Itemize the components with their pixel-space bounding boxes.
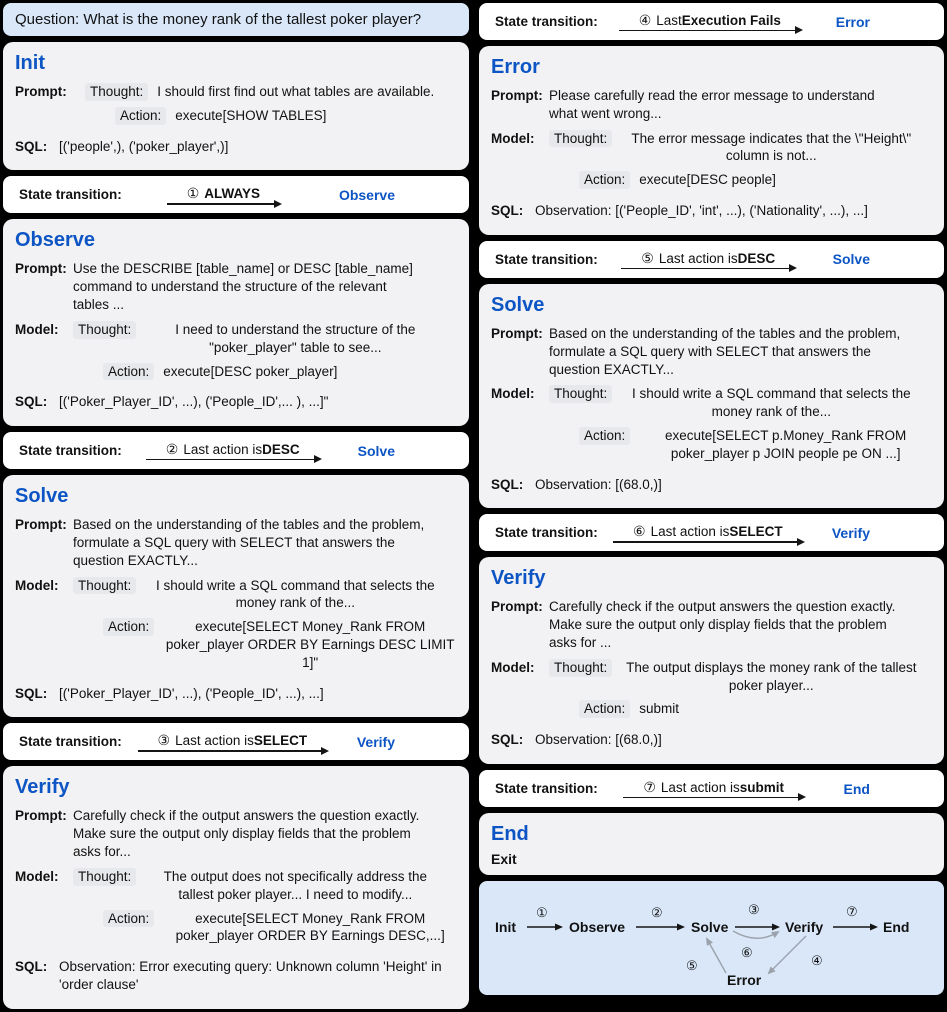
state-transition-7 xyxy=(479,770,944,807)
prompt-row xyxy=(491,325,932,378)
diagram-number-1: ① xyxy=(536,905,548,921)
action-label: Action: xyxy=(579,427,630,445)
transition-arrow-group xyxy=(146,441,320,461)
prompt-label: Prompt: xyxy=(15,84,67,99)
action-row xyxy=(115,107,434,125)
transition-arrow-group xyxy=(167,185,280,205)
prompt-text: Based on the understanding of the tables and the problem, formulate a SQL query with SELECT that answers the question EXACTLY... xyxy=(73,517,425,568)
prompt-label: Prompt: xyxy=(491,325,543,341)
prompt-row xyxy=(15,260,457,313)
action-label: Action: xyxy=(115,107,166,125)
state-machine-svg xyxy=(479,881,940,995)
sql-row xyxy=(15,138,457,156)
state-transition-label: State transition: xyxy=(495,525,598,541)
condition-keyword: DESC xyxy=(737,250,776,266)
thought-label: Thought: xyxy=(73,577,136,595)
sql-label: SQL: xyxy=(15,685,48,701)
thought-label: Thought: xyxy=(73,868,136,886)
action-text: execute[DESC people] xyxy=(639,172,776,188)
state-transition-label: State transition: xyxy=(495,14,598,29)
sql-text: [('Poker_Player_ID', ...), ('People_ID',... ), ...]" xyxy=(59,394,329,410)
diagram-node-verify: Verify xyxy=(785,919,824,936)
diagram-number-2: ② xyxy=(651,905,663,921)
transition-condition xyxy=(623,779,804,797)
action-text: submit xyxy=(639,701,680,717)
action-text: execute[SELECT p.Money_Rank FROM poker_player p JOIN people pe ON ...] xyxy=(664,427,907,461)
model-row xyxy=(15,321,457,386)
action-row xyxy=(103,363,445,381)
card-title-solve: Solve xyxy=(491,293,545,316)
card-solve-right xyxy=(479,284,944,509)
circled-number: ⑥ xyxy=(633,523,646,540)
model-row xyxy=(491,659,932,724)
model-row xyxy=(15,577,457,678)
thought-row xyxy=(549,659,921,695)
circled-number: ③ xyxy=(157,732,171,749)
thought-label: Thought: xyxy=(85,83,148,101)
action-label: Action: xyxy=(579,700,630,718)
model-label: Model: xyxy=(15,577,59,593)
transition-target-state: End xyxy=(843,780,870,797)
model-block xyxy=(73,577,457,678)
card-end xyxy=(479,813,944,875)
arrow-right-icon xyxy=(146,459,320,461)
transition-arrow-group xyxy=(623,779,804,799)
diagram-number-6: ⑥ xyxy=(741,945,753,961)
model-row xyxy=(15,868,457,951)
prompt-row xyxy=(15,83,457,131)
action-row xyxy=(103,618,457,671)
sql-row xyxy=(15,958,457,994)
condition-text: Last action is xyxy=(183,441,263,457)
transition-condition xyxy=(167,185,280,203)
transition-arrow-group xyxy=(138,732,328,752)
action-row xyxy=(579,700,921,718)
diagram-number-4: ④ xyxy=(811,953,823,969)
card-title-init: Init xyxy=(15,52,45,74)
sql-text: Observation: [(68.0,)] xyxy=(535,732,662,748)
card-title-verify: Verify xyxy=(491,567,546,590)
state-transition-label: State transition: xyxy=(19,443,122,459)
model-row xyxy=(491,385,932,468)
action-label: Action: xyxy=(103,363,154,381)
sql-row xyxy=(15,393,457,411)
card-init xyxy=(3,42,469,170)
circled-number: ② xyxy=(165,440,179,457)
model-label: Model: xyxy=(15,321,59,337)
diagram-number-5: ⑤ xyxy=(686,958,698,974)
thought-row xyxy=(73,577,457,613)
thought-text: The output does not specifically address the tallest poker player... I need to modify... xyxy=(163,868,427,902)
action-row xyxy=(579,171,921,189)
thought-text: The error message indicates that the \"Height\" column is not... xyxy=(631,130,912,164)
diagram-node-init: Init xyxy=(495,919,516,936)
thought-row xyxy=(73,868,457,904)
transition-target-state: Solve xyxy=(357,442,395,459)
model-block xyxy=(73,321,445,386)
action-row xyxy=(103,910,457,946)
prompt-row xyxy=(15,807,457,860)
thought-row xyxy=(549,130,921,166)
sql-row xyxy=(491,202,932,220)
circled-number: ① xyxy=(186,185,200,202)
model-label: Model: xyxy=(491,130,535,146)
state-transition-5 xyxy=(479,241,944,278)
model-block xyxy=(549,659,921,724)
prompt-text: Based on the understanding of the tables and the problem, formulate a SQL query with SELECT that answers the question EXACTLY... xyxy=(549,325,901,377)
exit-label: Exit xyxy=(491,851,517,868)
prompt-row xyxy=(491,598,932,651)
arrow-right-icon xyxy=(623,797,804,799)
thought-label: Thought: xyxy=(73,321,136,339)
model-block xyxy=(73,868,457,951)
state-transition-label: State transition: xyxy=(495,251,598,267)
state-transition-1 xyxy=(3,176,469,213)
diagram-node-solve: Solve xyxy=(691,919,729,936)
prompt-text: Use the DESCRIBE [table_name] or DESC [table_name] command to understand the structure of the relevant tables ... xyxy=(73,261,413,313)
thought-text: I need to understand the structure of the "poker_player" table to see... xyxy=(175,321,416,355)
state-transition-label: State transition: xyxy=(19,187,122,203)
diagram-node-error: Error xyxy=(727,972,762,989)
condition-text: Last xyxy=(656,12,682,28)
action-text: execute[DESC poker_player] xyxy=(163,363,338,379)
sql-row xyxy=(491,731,932,749)
sql-label: SQL: xyxy=(491,203,524,219)
transition-condition xyxy=(619,12,801,30)
diagram-number-7: ⑦ xyxy=(846,904,858,920)
state-transition-label: State transition: xyxy=(19,734,122,750)
sql-label: SQL: xyxy=(491,476,524,492)
arrow-error-solve xyxy=(707,939,726,973)
prompt-row xyxy=(491,87,932,123)
condition-keyword: SELECT xyxy=(253,733,308,749)
prompt-label: Prompt: xyxy=(15,808,67,824)
arrow-right-icon xyxy=(138,750,328,752)
condition-keyword: Execution Fails xyxy=(681,12,781,28)
prompt-row xyxy=(15,516,457,569)
circled-number: ⑦ xyxy=(643,778,656,795)
thought-row xyxy=(73,321,445,357)
state-machine-diagram xyxy=(479,881,944,995)
state-transition-2 xyxy=(3,432,469,469)
arrow-solve-verify-2 xyxy=(733,931,778,938)
thought-label: Thought: xyxy=(549,130,612,148)
model-row xyxy=(491,130,932,195)
action-label: Action: xyxy=(103,618,154,636)
card-solve-left xyxy=(3,475,469,717)
transition-middle xyxy=(598,779,830,799)
card-verify-left xyxy=(3,766,469,1008)
condition-keyword: DESC xyxy=(262,441,300,457)
model-block xyxy=(549,385,932,468)
prompt-label: Prompt: xyxy=(15,517,67,533)
prompt-text: Carefully check if the output answers the question exactly. Make sure the output only display fields that the problem asks for ... xyxy=(549,599,896,650)
prompt-text: Please carefully read the error message to understand what went wrong... xyxy=(549,88,875,121)
prompt-label: Prompt: xyxy=(491,88,543,103)
state-transition-3 xyxy=(3,723,469,760)
card-title-error: Error xyxy=(491,56,540,78)
transition-middle xyxy=(598,523,818,543)
thought-text: I should write a SQL command that selects the money rank of the... xyxy=(155,577,435,611)
state-transition-4 xyxy=(479,3,944,40)
sql-label: SQL: xyxy=(491,732,524,748)
state-transition-label: State transition: xyxy=(495,781,598,797)
thought-label: Thought: xyxy=(549,385,612,403)
transition-target-state: Verify xyxy=(831,524,870,541)
sql-label: SQL: xyxy=(15,138,48,154)
transition-target-state: Verify xyxy=(356,733,395,750)
left-column xyxy=(3,3,469,1009)
prompt-label: Prompt: xyxy=(15,261,67,277)
condition-text: Last action is xyxy=(175,733,254,749)
sql-text: Observation: Error executing query: Unknown column 'Height' in 'order clause' xyxy=(59,959,442,992)
circled-number: ⑤ xyxy=(641,249,654,266)
action-label: Action: xyxy=(579,171,630,189)
model-label: Model: xyxy=(491,386,535,402)
card-title-verify: Verify xyxy=(15,776,70,799)
card-title-observe: Observe xyxy=(15,229,96,252)
transition-middle xyxy=(122,732,343,752)
question-bar xyxy=(3,3,469,36)
transition-condition xyxy=(138,732,328,750)
arrow-right-icon xyxy=(167,203,280,205)
transition-arrow-group xyxy=(613,523,803,543)
condition-text: Last action is xyxy=(658,250,738,266)
sql-text: [('people',), ('poker_player',)] xyxy=(59,138,229,154)
model-block xyxy=(85,83,434,131)
condition-keyword: ALWAYS xyxy=(204,186,261,202)
diagram-number-3: ③ xyxy=(748,902,760,918)
card-title-end: End xyxy=(491,823,529,846)
transition-condition xyxy=(613,523,803,541)
arrow-right-icon xyxy=(621,268,795,270)
prompt-text: Carefully check if the output answers the question exactly. Make sure the output only display fields that the problem asks for... xyxy=(73,808,420,860)
model-block xyxy=(549,130,921,195)
action-text: execute[SELECT Money_Rank FROM poker_player ORDER BY Earnings DESC LIMIT 1]" xyxy=(165,619,455,670)
sql-row xyxy=(15,685,457,703)
action-text: execute[SHOW TABLES] xyxy=(175,107,327,123)
thought-text: I should first find out what tables are available. xyxy=(157,84,435,99)
transition-middle xyxy=(122,441,344,461)
arrow-right-icon xyxy=(619,30,801,32)
transition-middle xyxy=(598,12,822,32)
transition-arrow-group xyxy=(619,12,801,32)
transition-target-state: Error xyxy=(835,13,870,30)
action-row xyxy=(579,427,932,463)
card-error xyxy=(479,46,944,235)
diagram-node-end: End xyxy=(883,919,910,936)
sql-text: Observation: [('People_ID', 'int', ...), ('Nationality', ...), ...] xyxy=(535,203,868,219)
card-observe xyxy=(3,219,469,426)
state-transition-6 xyxy=(479,514,944,551)
prompt-label: Prompt: xyxy=(491,599,543,615)
transition-middle xyxy=(598,250,819,270)
transition-middle xyxy=(122,185,325,205)
card-verify-right xyxy=(479,557,944,764)
action-label: Action: xyxy=(103,910,154,928)
card-title-solve: Solve xyxy=(15,485,69,508)
sql-row xyxy=(491,476,932,494)
thought-row xyxy=(85,83,434,101)
model-label: Model: xyxy=(491,659,535,675)
sql-label: SQL: xyxy=(15,394,48,410)
condition-keyword: submit xyxy=(739,779,784,795)
transition-condition xyxy=(146,441,320,459)
question-text: Question: What is the money rank of the tallest poker player? xyxy=(15,11,422,28)
condition-keyword: SELECT xyxy=(729,524,783,540)
thought-label: Thought: xyxy=(549,659,612,677)
sql-text: Observation: [(68.0,)] xyxy=(535,476,662,492)
condition-text: Last action is xyxy=(660,779,740,795)
circled-number: ④ xyxy=(638,11,652,28)
sql-text: [('Poker_Player_ID', ...), ('People_ID', ...), ...] xyxy=(59,685,324,701)
thought-text: The output displays the money rank of the tallest poker player... xyxy=(626,659,917,693)
transition-arrow-group xyxy=(621,250,795,270)
model-label: Model: xyxy=(15,868,59,884)
right-column xyxy=(479,3,944,1009)
arrow-right-icon xyxy=(613,541,803,543)
condition-text: Last action is xyxy=(650,524,730,540)
transition-condition xyxy=(621,250,795,268)
arrow-verify-error xyxy=(769,936,806,973)
thought-text: I should write a SQL command that selects the money rank of the... xyxy=(631,386,911,420)
transition-target-state: Solve xyxy=(832,251,870,268)
sql-label: SQL: xyxy=(15,959,48,975)
transition-target-state: Observe xyxy=(338,186,395,203)
thought-row xyxy=(549,385,932,421)
action-text: execute[SELECT Money_Rank FROM poker_player ORDER BY Earnings DESC,...] xyxy=(175,910,445,944)
diagram-node-observe: Observe xyxy=(569,919,626,936)
